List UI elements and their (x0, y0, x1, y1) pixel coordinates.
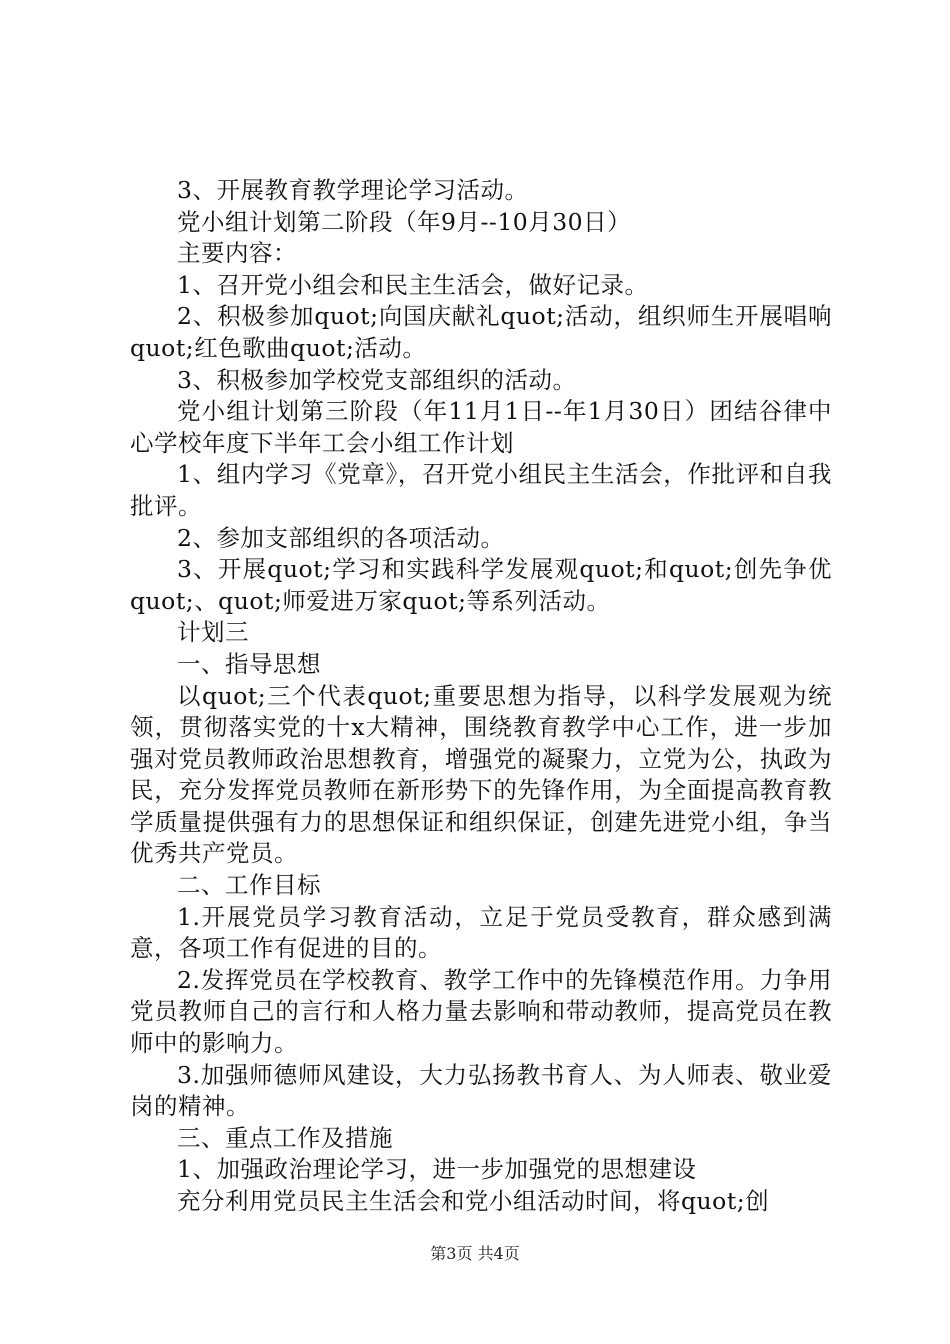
paragraph: 主要内容： (177, 239, 297, 268)
paragraph: 党小组计划第二阶段（年9月--10月30日） (177, 207, 632, 236)
paragraph: 3、积极参加学校党支部组织的活动。 (177, 365, 577, 394)
paragraph: 3、开展教育教学理论学习活动。 (177, 176, 529, 204)
paragraph: 3、开展quot;学习和实践科学发展观quot;和quot;创先争优quot;、quot;师爱进万家quot;等系列活动。 (130, 555, 832, 615)
page-number-footer: 第3页 共4页 (430, 1244, 520, 1263)
paragraph: 2、积极参加quot;向国庆献礼quot;活动，组织师生开展唱响quot;红色歌曲quot;活动。 (130, 302, 832, 362)
paragraph: 3.加强师德师风建设，大力弘扬教书育人、为人师表、敬业爱岗的精神。 (130, 1060, 832, 1121)
paragraph: 1.开展党员学习教育活动，立足于党员受教育，群众感到满意，各项工作有促进的目的。 (130, 902, 832, 963)
paragraph: 计划三 (177, 618, 249, 647)
paragraph: 2、参加支部组织的各项活动。 (177, 523, 505, 552)
paragraph: 党小组计划第三阶段（年11月1日--年1月30日）团结谷律中心学校年度下半年工会小组工作计划 (130, 397, 832, 457)
section-heading: 三、重点工作及措施 (177, 1123, 393, 1152)
paragraph: 充分利用党员民主生活会和党小组活动时间，将quot;创 (177, 1187, 770, 1215)
document-body (130, 175, 832, 1218)
section-heading: 一、指导思想 (177, 649, 321, 678)
paragraph: 1、召开党小组会和民主生活会，做好记录。 (177, 270, 649, 299)
paragraph: 1、加强政治理论学习，进一步加强党的思想建设 (177, 1155, 697, 1184)
paragraph: 2.发挥党员在学校教育、教学工作中的先锋模范作用。力争用党员教师自己的言行和人格力量去影响和带动教师，提高党员在教师中的影响力。 (130, 965, 832, 1058)
paragraph: 1、组内学习《党章》，召开党小组民主生活会，作批评和自我批评。 (130, 460, 832, 520)
paragraph: 以quot;三个代表quot;重要思想为指导，以科学发展观为统领，贯彻落实党的十x大精神，围绕教育教学中心工作，进一步加强对党员教师政治思想教育，增强党的凝聚力，立党为公，执政为民，充分发挥党员教师在新形势下的先锋作用，为全面提高教育教学质量提供强有力的思想保证和组织保证，创建先进党小组，争当优秀共产党员。 (130, 681, 832, 868)
section-heading: 二、工作目标 (177, 871, 321, 900)
